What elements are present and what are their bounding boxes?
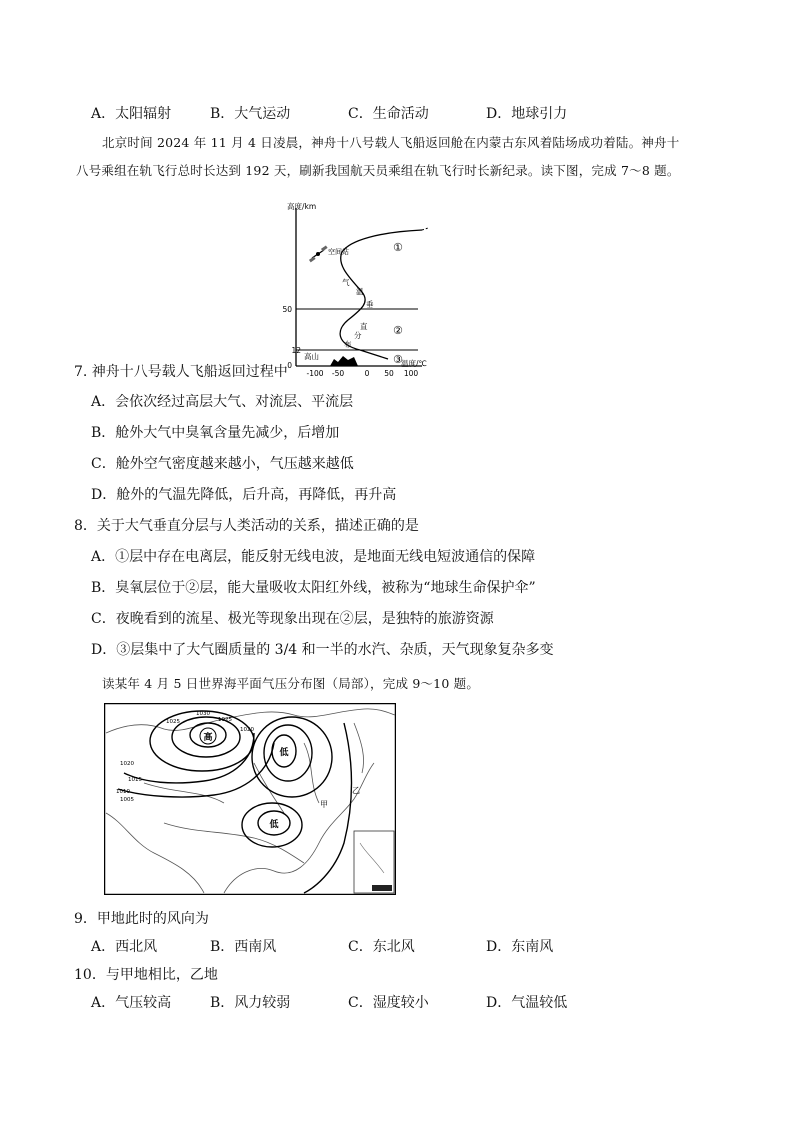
mountain-label: 高山 (304, 352, 319, 361)
place-yi-label: 乙 (352, 786, 360, 795)
curve-label-4: 直 (360, 322, 368, 331)
q8-option-a: A．①层中存在电离层，能反射无线电波，是地面无线电短波通信的保障 (91, 549, 536, 565)
isobar-value-2: 1025 (166, 719, 180, 725)
isobar-value-8: 1020 (240, 727, 254, 733)
curve-label-6: 布 (344, 340, 352, 349)
isobar-value-6: 1005 (120, 797, 134, 803)
q7-option-b: B．舱外大气中臭氧含量先减少，后增加 (91, 425, 340, 441)
space-station-icon (309, 245, 328, 262)
curve-label-5: 分 (354, 331, 362, 340)
q10-stem: 10．与甲地相比，乙地 (74, 967, 218, 983)
place-jia-label: 甲 (320, 800, 328, 809)
curve-label-1: 气 (342, 278, 350, 287)
q6-option-c: C．生命活动 (348, 106, 429, 122)
q6-option-b: B．大气运动 (210, 106, 291, 122)
xtick-50: 50 (384, 369, 394, 378)
isobar-value-5: 1010 (116, 789, 130, 795)
passage2: 读某年 4 月 5 日世界海平面气压分布图（局部），完成 9～10 题。 (102, 676, 480, 691)
q7-option-d: D．舱外的气温先降低，后升高，再降低，再升高 (91, 487, 397, 503)
isobar-value-3: 1020 (120, 761, 134, 767)
q9-option-c: C．东北风 (348, 939, 415, 955)
ytick-0: 0 (287, 361, 292, 370)
q10-option-a: A．气压较高 (91, 995, 172, 1011)
q9-option-d: D．东南风 (486, 939, 554, 955)
map-inset (354, 831, 394, 893)
isobar-value-7: 1025 (218, 717, 232, 723)
ytick-50: 50 (282, 305, 292, 314)
low-label-south: 低 (269, 820, 279, 830)
q9-option-a: A．西北风 (91, 939, 158, 955)
temperature-curve (340, 230, 422, 359)
layer-3-label: ③ (393, 353, 403, 366)
q6-option-d: D．地球引力 (486, 106, 568, 122)
xtick-m100: -100 (306, 369, 324, 378)
q9-stem: 9．甲地此时的风向为 (74, 911, 209, 927)
pressure-map-figure (104, 703, 396, 895)
high-label: 高 (203, 733, 213, 743)
figure1-ylabel: 高度/km (287, 202, 317, 211)
q8-option-c: C．夜晚看到的流星、极光等现象出现在②层，是独特的旅游资源 (91, 611, 494, 627)
layer-2-label: ② (393, 324, 403, 337)
q8-option-d: D．③层集中了大气圈质量的 3/4 和一半的水汽、杂质，天气现象复杂多变 (91, 642, 554, 658)
q8-option-b: B．臭氧层位于②层，能大量吸收太阳红外线，被称为“地球生命保护伞” (91, 580, 536, 596)
xtick-m50: -50 (331, 369, 345, 378)
q6-option-a: A．太阳辐射 (91, 106, 172, 122)
curve-label-3: 垂 (366, 300, 374, 309)
xtick-0: 0 (364, 369, 370, 378)
low-label-north: 低 (279, 748, 289, 758)
layer-1-label: ① (393, 241, 403, 254)
passage1-line2: 八号乘组在轨飞行总时长达到 192 天，刷新我国航天员乘组在轨飞行时长新纪录。读下图，完成 7～8 题。 (76, 163, 680, 178)
curve-label-2: 温 (356, 287, 364, 296)
passage1-line1: 北京时间 2024 年 11 月 4 日凌晨，神舟十八号载人飞船返回舱在内蒙古东风着陆场成功着陆。神舟十 (102, 135, 680, 150)
q9-option-b: B．西南风 (210, 939, 277, 955)
q7-stem: 7. 神舟十八号载人飞船返回过程中 (74, 364, 288, 380)
q10-option-d: D．气温较低 (486, 995, 568, 1011)
isobar-value-4: 1015 (128, 777, 142, 783)
ytick-12: 12 (291, 346, 301, 355)
xtick-100: 100 (403, 369, 419, 378)
q7-option-c: C．舱外空气密度越来越小，气压越来越低 (91, 456, 354, 472)
curve-dashed-tail (422, 228, 428, 230)
q7-option-a: A．会依次经过高层大气、对流层、平流层 (91, 394, 354, 410)
space-station-label: 空间站 (328, 248, 349, 256)
atmosphere-layers-figure (270, 196, 460, 378)
q8-stem: 8．关于大气垂直分层与人类活动的关系，描述正确的是 (74, 518, 419, 534)
figure1-xlabel: 温度/℃ (401, 359, 427, 368)
isobar-value-1: 1030 (196, 711, 210, 717)
q10-option-b: B．风力较弱 (210, 995, 291, 1011)
mountain-icon (330, 356, 358, 366)
q10-option-c: C．湿度较小 (348, 995, 429, 1011)
